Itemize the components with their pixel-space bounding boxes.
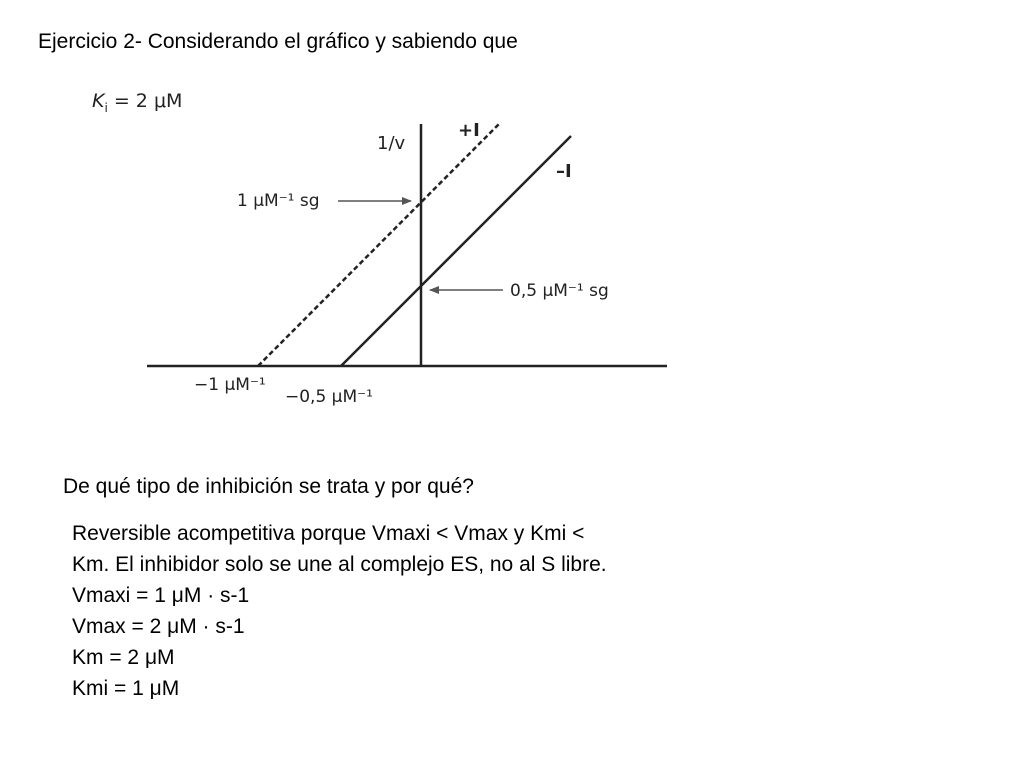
answer-line: Vmax = 2 μM · s-1 <box>72 615 245 638</box>
inhibited-x-intercept-label: −1 μM⁻¹ <box>194 375 266 395</box>
answer-line: Vmaxi = 1 μM · s-1 <box>72 584 250 607</box>
ki-value: = 2 μM <box>107 90 183 112</box>
inhibited-intercept-annotation: 1 μM⁻¹ sg <box>237 191 320 211</box>
question-text: De qué tipo de inhibición se trata y por qué? <box>63 475 474 498</box>
uninhibited-line-label: –I <box>556 161 572 182</box>
ki-label <box>92 90 182 115</box>
answer-block <box>72 518 607 704</box>
exercise-heading: Ejercicio 2- Considerando el gráfico y sabiendo que <box>38 30 518 53</box>
answer-line: Km. El inhibidor solo se une al complejo ES, no al S libre. <box>72 553 607 576</box>
answer-line: Kmi = 1 μM <box>72 677 180 700</box>
ki-subscript: i <box>104 101 108 115</box>
uninhibited-x-intercept-label: −0,5 μM⁻¹ <box>285 387 373 407</box>
lineweaver-burk-plot <box>80 80 680 425</box>
answer-line: Km = 2 μM <box>72 646 175 669</box>
uninhibited-line <box>341 136 571 366</box>
uninhibited-intercept-annotation: 0,5 μM⁻¹ sg <box>510 281 609 301</box>
inhibited-line-label: +I <box>458 120 480 141</box>
y-axis-label: 1/v <box>377 133 406 154</box>
answer-line: Reversible acompetitiva porque Vmaxi < Vmax y Kmi < <box>72 522 585 545</box>
ki-symbol: K <box>92 90 105 112</box>
